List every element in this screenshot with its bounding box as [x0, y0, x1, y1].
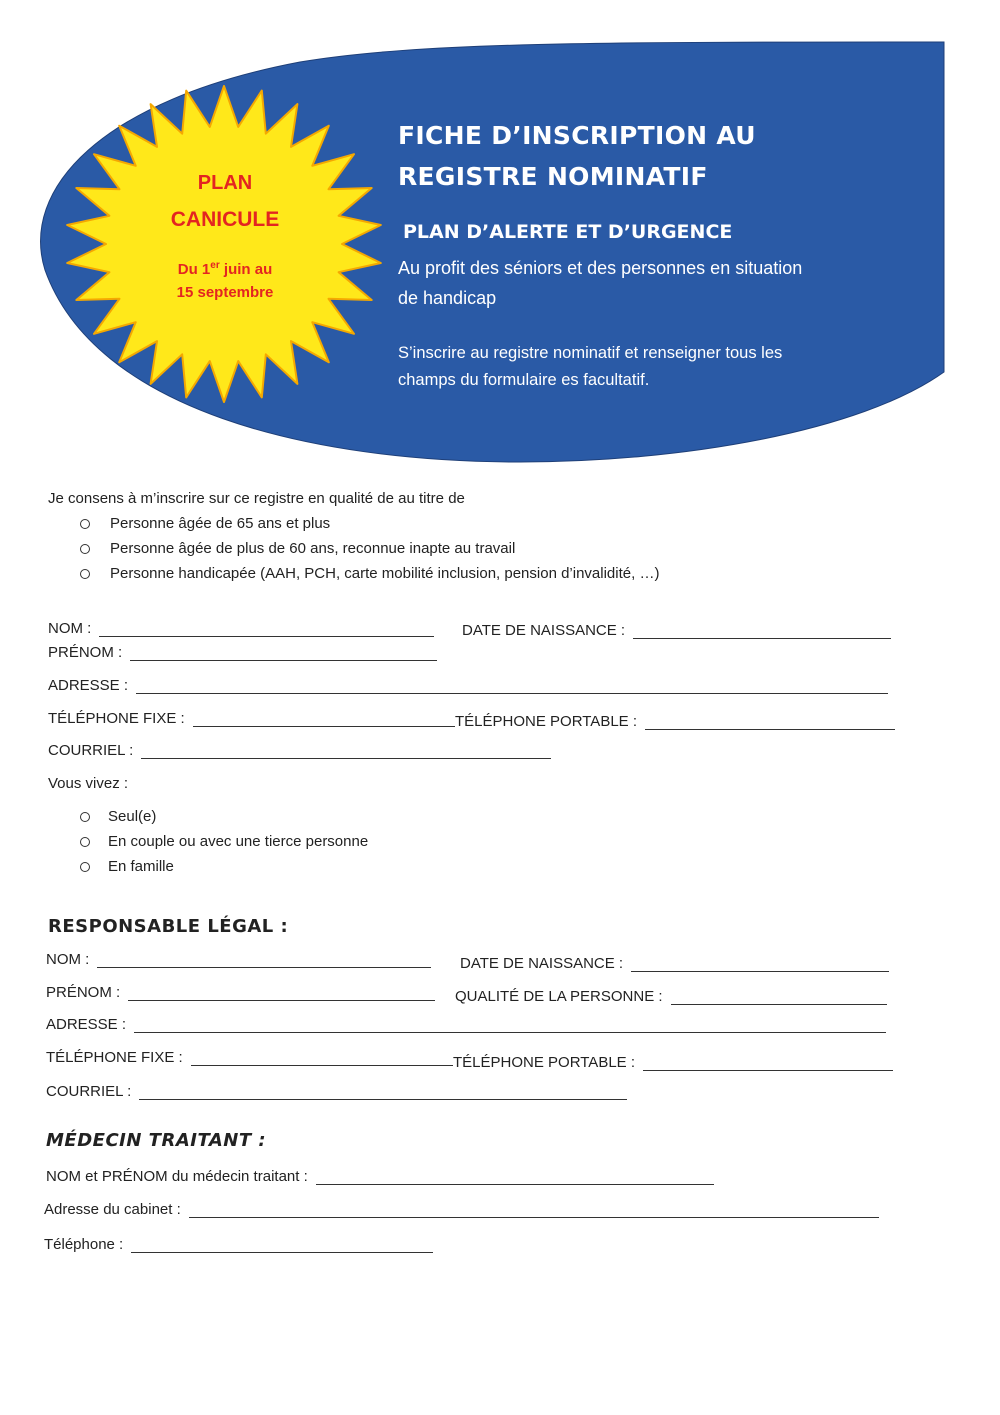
tel-fixe-row [48, 710, 455, 727]
legal-prenom-field[interactable] [128, 984, 435, 1001]
legal-nom-label: NOM : [46, 951, 90, 968]
form-title-line2: REGISTRE NOMINATIF [398, 162, 708, 191]
adresse-field[interactable] [136, 677, 888, 694]
courriel-row [48, 742, 551, 759]
living-option[interactable] [80, 829, 368, 854]
legal-tel-fixe-row [46, 1049, 453, 1066]
legal-adresse-field[interactable] [134, 1016, 886, 1033]
doctor-section-title: MÉDECIN TRAITANT : [46, 1130, 267, 1151]
legal-date-naissance-field[interactable] [631, 955, 889, 972]
legal-courriel-field[interactable] [139, 1083, 627, 1100]
courriel-label: COURRIEL : [48, 742, 134, 759]
legal-tel-portable-row [453, 1054, 893, 1071]
radio-circle-icon[interactable] [80, 837, 90, 847]
form-note: S’inscrire au registre nominatif et renseigner tous les champs du formulaire es facultatif. [398, 344, 783, 389]
prenom-label: PRÉNOM : [48, 644, 123, 661]
doctor-nom-row [46, 1168, 714, 1185]
option-label: En couple ou avec une tierce personne [108, 833, 369, 850]
radio-circle-icon[interactable] [80, 544, 90, 554]
legal-courriel-row [46, 1083, 627, 1100]
option-label: Seul(e) [108, 808, 157, 825]
legal-prenom-row [46, 984, 435, 1001]
prenom-field[interactable] [130, 644, 437, 661]
doctor-telephone-label: Téléphone : [44, 1236, 124, 1253]
badge-dates-line2: 15 septembre [176, 284, 274, 301]
legal-qualite-label: QUALITÉ DE LA PERSONNE : [455, 988, 663, 1005]
form-subtitle: PLAN D’ALERTE ET D’URGENCE [403, 221, 733, 243]
legal-date-naissance-row [460, 955, 889, 972]
form-title-line1: FICHE D’INSCRIPTION AU [398, 121, 756, 150]
adresse-row [48, 677, 888, 694]
badge-dates [140, 254, 310, 304]
legal-date-naissance-label: DATE DE NAISSANCE : [460, 955, 624, 972]
radio-circle-icon[interactable] [80, 812, 90, 822]
tel-fixe-label: TÉLÉPHONE FIXE : [48, 710, 185, 727]
legal-qualite-row [455, 988, 887, 1005]
header-text-block [398, 115, 818, 389]
living-option[interactable] [80, 854, 368, 879]
doctor-adresse-row [44, 1201, 879, 1218]
date-naissance-label: DATE DE NAISSANCE : [462, 622, 626, 639]
radio-circle-icon[interactable] [80, 862, 90, 872]
option-label: En famille [108, 858, 174, 875]
doctor-adresse-field[interactable] [189, 1201, 879, 1218]
legal-courriel-label: COURRIEL : [46, 1083, 132, 1100]
canicule-badge [140, 170, 310, 304]
tel-portable-label: TÉLÉPHONE PORTABLE : [455, 713, 637, 730]
date-naissance-row [462, 622, 891, 639]
consent-option[interactable] [80, 536, 659, 561]
nom-label: NOM : [48, 620, 92, 637]
legal-tel-portable-label: TÉLÉPHONE PORTABLE : [453, 1054, 635, 1071]
tel-portable-field[interactable] [645, 713, 895, 730]
option-label: Personne handicapée (AAH, PCH, carte mobilité inclusion, pension d’invalidité, …) [110, 565, 660, 582]
consent-option[interactable] [80, 561, 659, 586]
form-purpose: Au profit des séniors et des personnes en situation de handicap [398, 258, 803, 308]
doctor-telephone-row [44, 1236, 433, 1253]
consent-option[interactable] [80, 511, 659, 536]
legal-adresse-label: ADRESSE : [46, 1016, 127, 1033]
option-label: Personne âgée de 65 ans et plus [110, 515, 331, 532]
legal-tel-fixe-field[interactable] [191, 1049, 453, 1066]
vous-vivez-label: Vous vivez : [48, 775, 129, 792]
badge-dates-prefix: Du 1 [177, 261, 211, 278]
legal-tel-fixe-label: TÉLÉPHONE FIXE : [46, 1049, 183, 1066]
tel-portable-row [455, 713, 895, 730]
tel-fixe-field[interactable] [193, 710, 455, 727]
option-label: Personne âgée de plus de 60 ans, reconnue inapte au travail [110, 540, 516, 557]
legal-qualite-field[interactable] [671, 988, 887, 1005]
badge-dates-sup: er [210, 260, 220, 271]
badge-dates-suffix: juin au [219, 261, 273, 278]
living-option[interactable] [80, 804, 368, 829]
consent-options [80, 511, 659, 586]
doctor-nom-label: NOM et PRÉNOM du médecin traitant : [46, 1168, 308, 1185]
legal-nom-field[interactable] [97, 951, 431, 968]
legal-tel-portable-field[interactable] [643, 1054, 893, 1071]
doctor-adresse-label: Adresse du cabinet : [44, 1201, 181, 1218]
badge-line2: CANICULE [170, 208, 280, 231]
legal-prenom-label: PRÉNOM : [46, 984, 121, 1001]
radio-circle-icon[interactable] [80, 569, 90, 579]
prenom-row [48, 644, 437, 661]
date-naissance-field[interactable] [633, 622, 891, 639]
vous-vivez-row [48, 775, 128, 792]
legal-section-title: RESPONSABLE LÉGAL : [48, 916, 289, 937]
adresse-label: ADRESSE : [48, 677, 129, 694]
legal-adresse-row [46, 1016, 886, 1033]
courriel-field[interactable] [141, 742, 551, 759]
consent-intro: Je consens à m’inscrire sur ce registre en qualité de au titre de [48, 490, 465, 507]
doctor-telephone-field[interactable] [131, 1236, 433, 1253]
legal-nom-row [46, 951, 431, 968]
radio-circle-icon[interactable] [80, 519, 90, 529]
living-options [80, 804, 368, 879]
doctor-nom-field[interactable] [316, 1168, 714, 1185]
nom-row [48, 620, 434, 637]
badge-line1: PLAN [197, 172, 253, 194]
nom-field[interactable] [99, 620, 434, 637]
